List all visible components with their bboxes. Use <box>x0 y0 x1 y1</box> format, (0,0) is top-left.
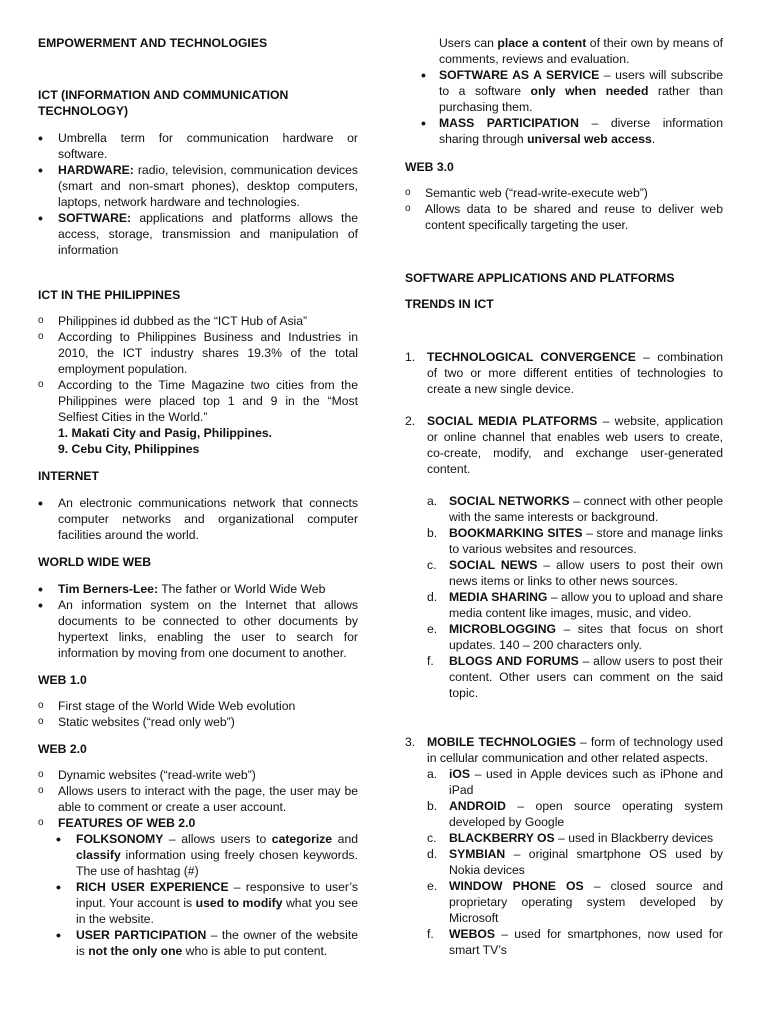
www-heading: WORLD WIDE WEB <box>38 555 152 569</box>
list-item: o Philippines id dubbed as the “ICT Hub of Asia” <box>38 314 308 328</box>
list-item: • Tim Berners-Lee: The father or World Wide Web <box>38 581 326 597</box>
bullet-icon: • <box>56 927 61 943</box>
feature-saas: • SOFTWARE AS A SERVICE – users will subscribe to a software only when needed rather than purchasing them. <box>421 67 723 114</box>
list-item: f. BLOGS AND FORUMS – allow users to post their content. Other users can comment on the said topic. <box>427 654 723 700</box>
circle-bullet-icon: o <box>38 379 44 390</box>
list-item: • An information system on the Internet that allows documents to be connected to other documents by hypertext links, enabling the user to search for information by moving from one document to another. <box>38 597 358 660</box>
circle-bullet-icon: o <box>38 700 44 711</box>
feature-folksonomy: • FOLKSONOMY – allows users to categorize and classify information using freely chosen keywords. The use of hashtag (#) <box>56 831 358 878</box>
web1-heading: WEB 1.0 <box>38 673 87 687</box>
bullet-icon: • <box>38 130 43 146</box>
list-item: c. SOCIAL NEWS – allow users to post their own news items or links to other news sources. <box>427 558 723 588</box>
city-item: 9. Cebu City, Philippines <box>58 442 200 456</box>
list-item: • HARDWARE: radio, television, communication devices (smart and non-smart phones), desktop computers, laptops, network hardware and technologies. <box>38 162 358 209</box>
features-list <box>56 831 358 959</box>
feature-mass-participation: • MASS PARTICIPATION – diverse information sharing through universal web access. <box>421 115 723 146</box>
circle-bullet-icon: o <box>38 817 44 828</box>
list-item: d. MEDIA SHARING – allow you to upload and share media content like images, music, and video. <box>427 590 723 620</box>
feature-user-participation-continued: Users can place a content of their own by means of comments, reviews and evaluation. <box>439 36 723 66</box>
list-item: e. MICROBLOGGING – sites that focus on short updates. 140 – 200 characters only. <box>427 622 723 652</box>
web3-list <box>405 185 723 233</box>
ict-list <box>38 130 358 258</box>
web3-heading: WEB 3.0 <box>405 160 454 174</box>
software-apps-heading: SOFTWARE APPLICATIONS AND PLATFORMS <box>405 271 675 285</box>
list-item: o According to the Time Magazine two cities from the Philippines were placed top 1 and 9 in the “Most Selfiest Cities in the World.” <box>38 378 358 424</box>
city-item: 1. Makati City and Pasig, Philippines. <box>58 426 273 440</box>
list-item: o Allows users to interact with the page, the user may be able to comment or create a user account. <box>38 784 358 814</box>
circle-bullet-icon: o <box>38 315 44 326</box>
bullet-icon: • <box>38 597 43 613</box>
bullet-icon: • <box>38 495 43 511</box>
social-media-list <box>427 493 723 701</box>
bullet-icon: • <box>38 210 43 226</box>
list-item: f. WEBOS – used for smartphones, now used for smart TV’s <box>427 927 723 957</box>
feature-rich-user-experience: • RICH USER EXPERIENCE – responsive to user’s input. Your account is used to modify what you see in the website. <box>56 879 359 926</box>
circle-bullet-icon: o <box>38 331 44 342</box>
bullet-icon: • <box>56 831 61 847</box>
list-item: c. BLACKBERRY OS – used in Blackberry devices <box>427 831 714 845</box>
list-item: • Umbrella term for communication hardware or software. <box>38 130 358 161</box>
web1-list <box>38 698 358 730</box>
bullet-icon: • <box>421 67 426 83</box>
document-title: EMPOWERMENT AND TECHNOLOGIES <box>38 36 268 50</box>
list-item: • An electronic communications network that connects computer networks and organizational computer facilities around the world. <box>38 495 358 542</box>
circle-bullet-icon: o <box>38 785 44 796</box>
circle-bullet-icon: o <box>38 716 44 727</box>
philippines-heading: ICT IN THE PHILIPPINES <box>38 288 181 302</box>
circle-bullet-icon: o <box>405 203 411 214</box>
www-list <box>38 581 358 661</box>
trends-heading: TRENDS IN ICT <box>405 297 494 311</box>
list-item: o Semantic web (“read-write-execute web”) <box>405 186 648 200</box>
web2-heading: WEB 2.0 <box>38 742 87 756</box>
list-item: o First stage of the World Wide Web evolution <box>38 699 296 713</box>
mobile-tech-list <box>427 766 723 958</box>
bullet-icon: • <box>56 879 61 895</box>
bullet-icon: • <box>38 162 43 178</box>
trend-item-1: 1. TECHNOLOGICAL CONVERGENCE – combination of two or more different entities of technologies to create a new single device. <box>405 350 723 396</box>
list-item: d. SYMBIAN – original smartphone OS used by Nokia devices <box>427 847 723 877</box>
list-item: a. SOCIAL NETWORKS – connect with other people with the same interests or background. <box>427 494 723 524</box>
list-item: o Allows data to be shared and reuse to deliver web content specifically targeting the user. <box>405 202 723 232</box>
bullet-icon: • <box>421 115 426 131</box>
circle-bullet-icon: o <box>405 187 411 198</box>
internet-heading: INTERNET <box>38 469 99 483</box>
list-item: o Static websites (“read only web”) <box>38 715 235 729</box>
list-item: e. WINDOW PHONE OS – closed source and proprietary operating system developed by Microsoft <box>427 879 723 925</box>
list-item: o According to Philippines Business and Industries in 2010, the ICT industry shares 19.3% of the total employment population. <box>38 330 358 376</box>
internet-list <box>38 495 358 543</box>
trend-item-3: 3. MOBILE TECHNOLOGIES – form of technology used in cellular communication and other related aspects. <box>405 735 723 765</box>
list-item: o FEATURES OF WEB 2.0 • FOLKSONOMY – allows users to categorize and classify information using freely chosen keywords. The use of hashtag (#) • RICH USER EXPERIENCE – responsive to user’s input. Your account is used to modify what you see in the website. • USER PARTICIPATION – the owner of the website is not the only one who is able to put content. <box>38 816 359 958</box>
list-item: • SOFTWARE: applications and platforms allows the access, storage, transmission and manipulation of information <box>38 210 358 257</box>
philippines-list <box>38 313 358 457</box>
trend-item-2: 2. SOCIAL MEDIA PLATFORMS – website, application or online channel that enables web users to create, co-create, modify, and exchange user-generated content. <box>405 414 723 476</box>
ict-heading: ICT (INFORMATION AND COMMUNICATION TECHNOLOGY) <box>38 88 289 118</box>
bullet-icon: • <box>38 581 43 597</box>
list-item: b. ANDROID – open source operating system developed by Google <box>427 799 723 829</box>
web2-features-continued <box>405 35 723 147</box>
list-item: o Dynamic websites (“read-write web”) <box>38 768 256 782</box>
list-item: a. iOS – used in Apple devices such as iPhone and iPad <box>427 767 723 797</box>
feature-user-participation: • USER PARTICIPATION – the owner of the website is not the only one who is able to put content. <box>56 927 358 958</box>
circle-bullet-icon: o <box>38 769 44 780</box>
web2-list <box>38 767 358 959</box>
list-item: b. BOOKMARKING SITES – store and manage links to various websites and resources. <box>427 526 724 556</box>
